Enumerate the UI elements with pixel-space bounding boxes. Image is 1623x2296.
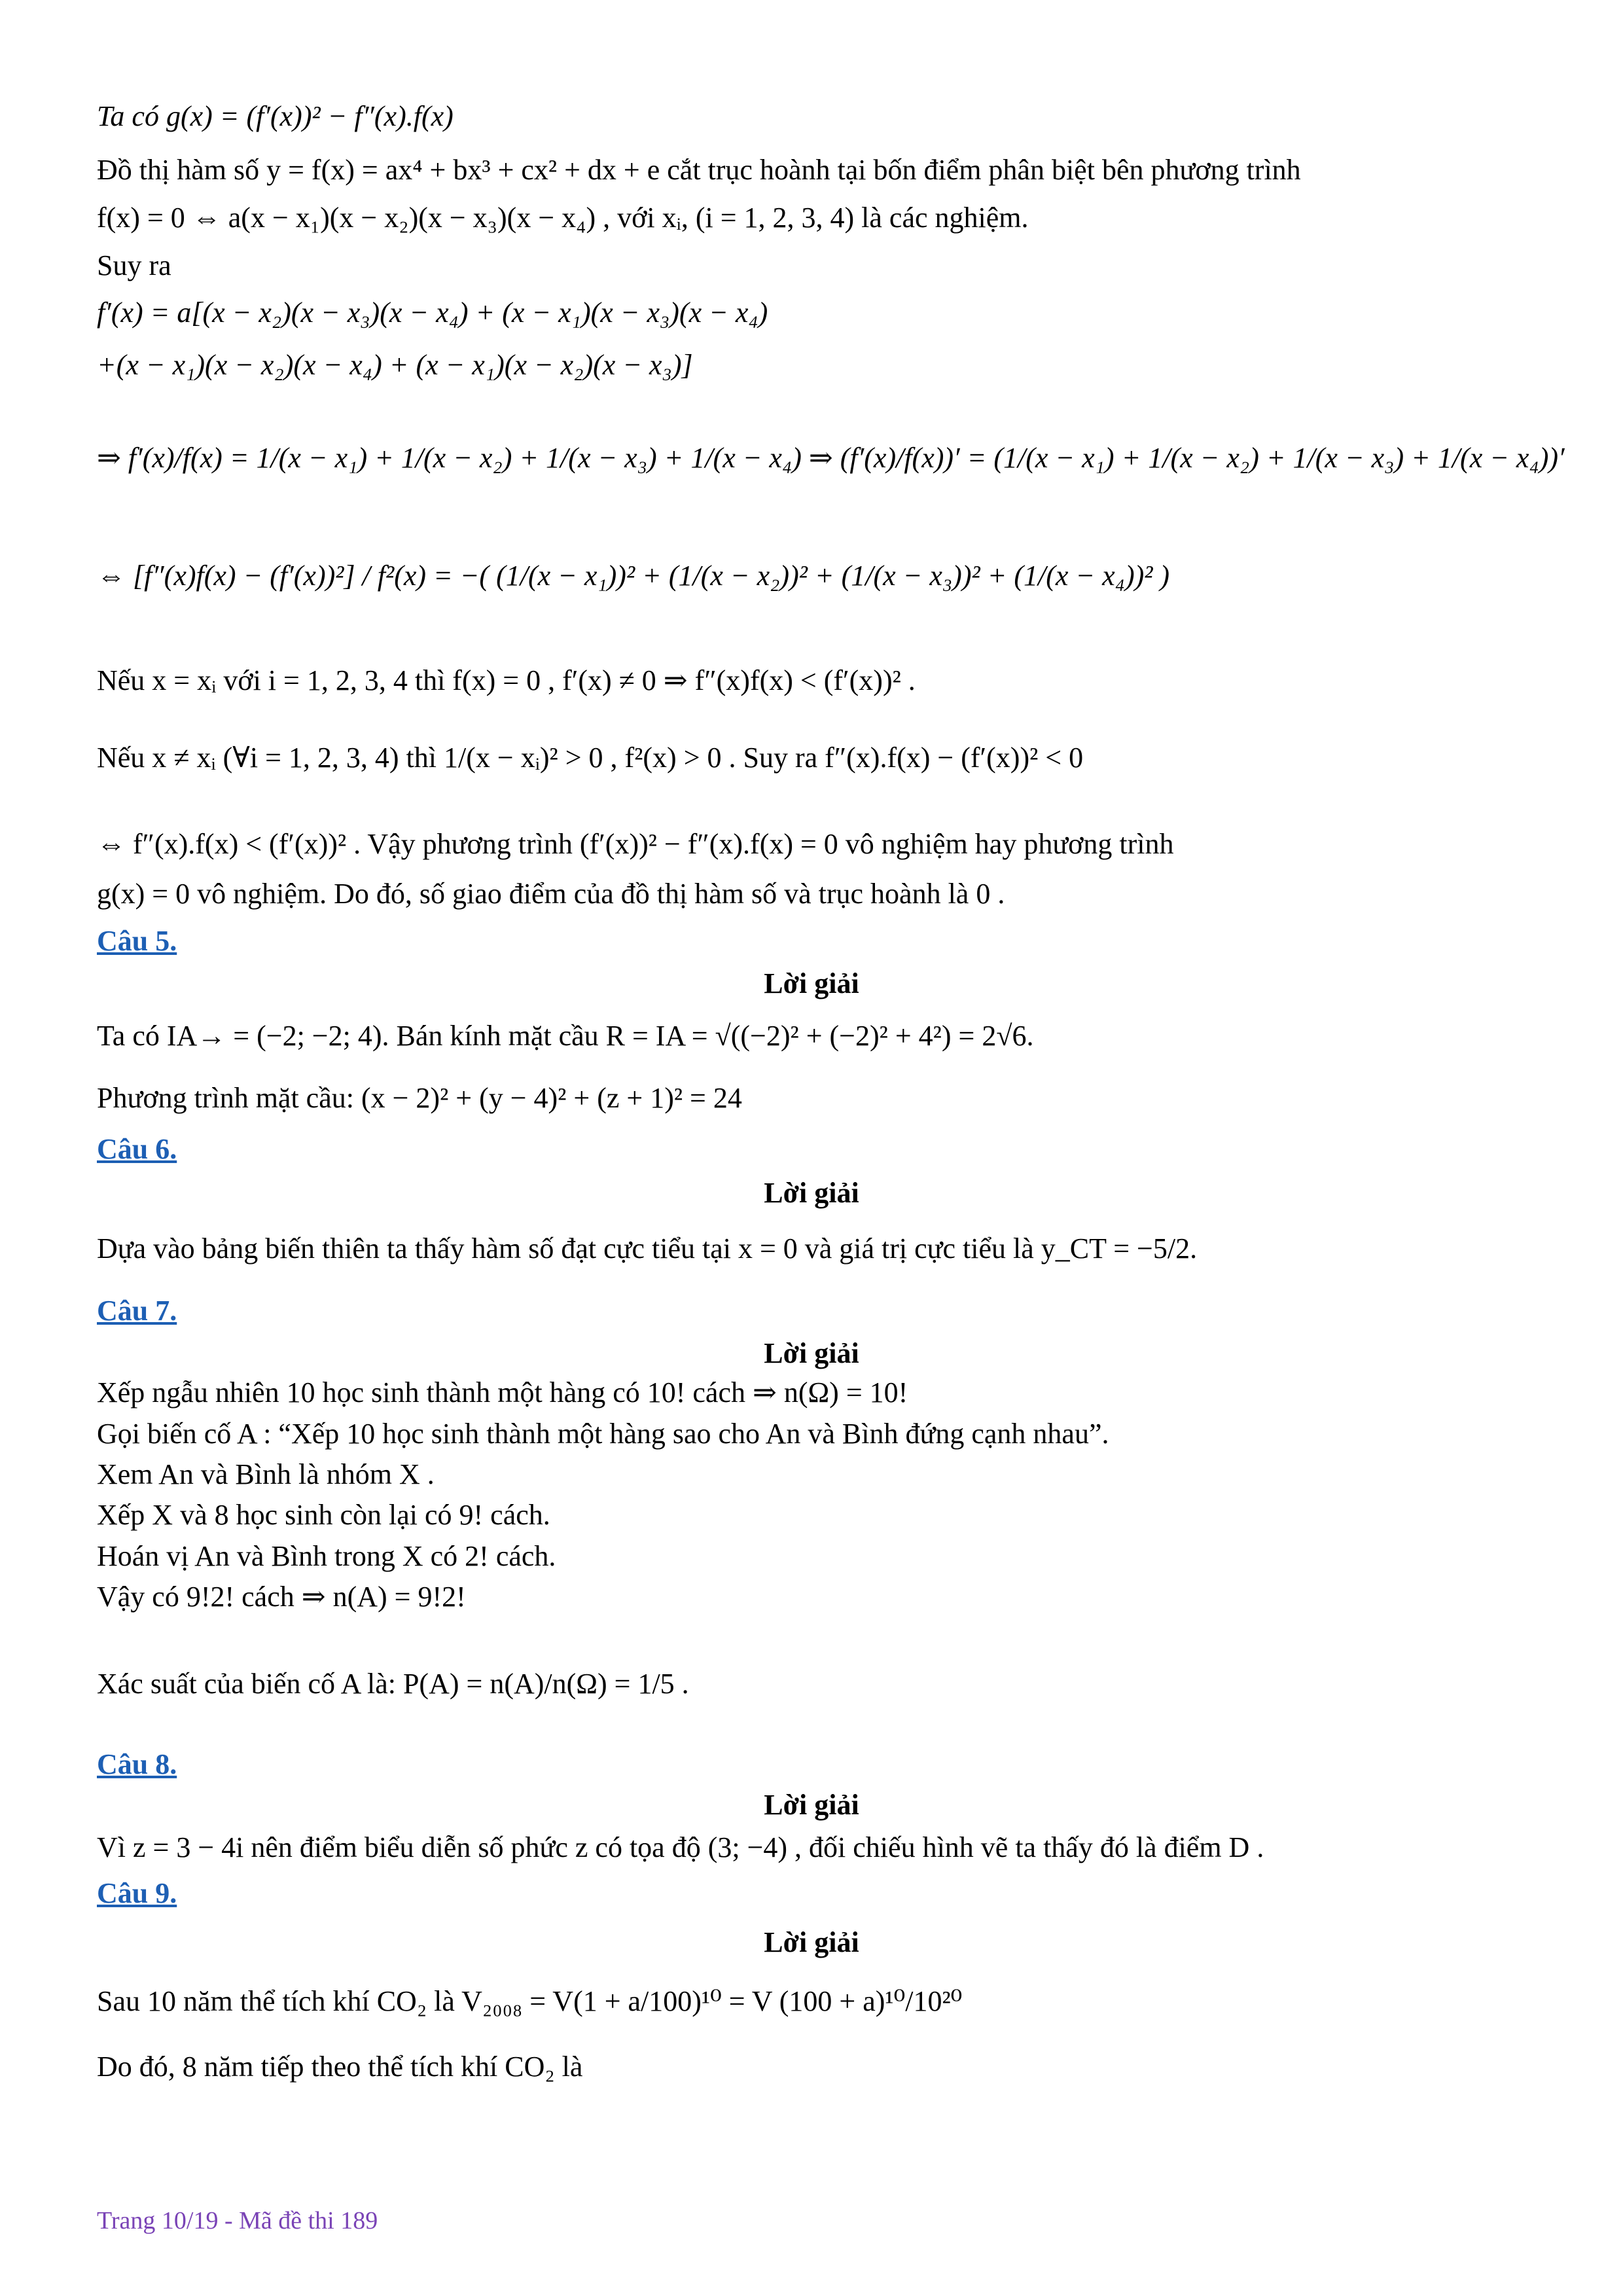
line-case-equal: Nếu x = xᵢ với i = 1, 2, 3, 4 thì f(x) = 0 , f′(x) ≠ 0 ⇒ f″(x)f(x) < (f′(x))² .	[97, 664, 916, 696]
line-case-not-equal: Nếu x ≠ xᵢ (∀i = 1, 2, 3, 4) thì 1/(x − xᵢ)² > 0 , f²(x) > 0 . Suy ra f″(x).f(x) − (f′(x))² < 0	[97, 742, 1084, 774]
line-graph-statement: Đồ thị hàm số y = f(x) = ax⁴ + bx³ + cx² + dx + e cắt trục hoành tại bốn điểm phân biệt bên phương trình	[97, 154, 1301, 186]
solution-heading: Lời giải	[764, 1926, 859, 1958]
solution-heading: Lời giải	[764, 1789, 859, 1821]
question-8-heading[interactable]: Câu 8.	[97, 1748, 177, 1780]
line-second-derivative: ⇔ [f″(x)f(x) − (f′(x))²] / f²(x) = −( (1/(x − x₁))² + (1/(x − x₂))² + (1/(x − x₃))² + (1/(x − x₄))² )	[97, 560, 1170, 592]
question-7-heading[interactable]: Câu 7.	[97, 1295, 177, 1327]
line-factor: f(x) = 0 ⇔ a(x − x₁)(x − x₂)(x − x₃)(x − x₄) , với xᵢ, (i = 1, 2, 3, 4) là các nghiệm.	[97, 202, 1029, 234]
line-log-derivative: ⇒ f′(x)/f(x) = 1/(x − x₁) + 1/(x − x₂) + 1/(x − x₃) + 1/(x − x₄) ⇒ (f′(x)/f(x))′ = (1/(x − x₁) + 1/(x − x₂) + 1/(x − x₃) + 1/(x − x₄))′	[97, 442, 1565, 474]
question-6-heading[interactable]: Câu 6.	[97, 1133, 177, 1165]
q7-line-6: Vậy có 9!2! cách ⇒ n(A) = 9!2!	[97, 1581, 466, 1613]
line-conclusion-1: ⇔ f″(x).f(x) < (f′(x))² . Vậy phương trình (f′(x))² − f″(x).f(x) = 0 vô nghiệm hay phương trình	[97, 828, 1174, 860]
q5-radius: Ta có IA→ = (−2; −2; 4). Bán kính mặt cầu R = IA = √((−2)² + (−2)² + 4²) = 2√6.	[97, 1020, 1034, 1052]
q6-minimum: Dựa vào bảng biến thiên ta thấy hàm số đạt cực tiểu tại x = 0 và giá trị cực tiểu là y_CT = −5/2.	[97, 1232, 1198, 1265]
q7-line-1: Xếp ngẫu nhiên 10 học sinh thành một hàng có 10! cách ⇒ n(Ω) = 10!	[97, 1376, 908, 1408]
q7-line-3: Xem An và Bình là nhóm X .	[97, 1458, 435, 1490]
q5-sphere-equation: Phương trình mặt cầu: (x − 2)² + (y − 4)² + (z + 1)² = 24	[97, 1082, 742, 1114]
question-5-heading[interactable]: Câu 5.	[97, 925, 177, 957]
solution-heading: Lời giải	[764, 1177, 859, 1209]
q7-line-5: Hoán vị An và Bình trong X có 2! cách.	[97, 1540, 556, 1572]
line-derivative-1: f′(x) = a[(x − x₂)(x − x₃)(x − x₄) + (x − x₁)(x − x₃)(x − x₄)	[97, 296, 768, 329]
solution-heading: Lời giải	[764, 967, 859, 999]
line-g-def: Ta có g(x) = (f′(x))² − f″(x).f(x)	[97, 100, 454, 132]
q9-volume-8-years: Do đó, 8 năm tiếp theo thể tích khí CO₂ là	[97, 2051, 583, 2083]
page-footer: Trang 10/19 - Mã đề thi 189	[97, 2207, 378, 2234]
q7-probability: Xác suất của biến cố A là: P(A) = n(A)/n(Ω) = 1/5 .	[97, 1668, 689, 1700]
line-derivative-2: +(x − x₁)(x − x₂)(x − x₄) + (x − x₁)(x − x₂)(x − x₃)]	[97, 349, 693, 381]
q8-answer: Vì z = 3 − 4i nên điểm biểu diễn số phức z có tọa độ (3; −4) , đối chiếu hình vẽ ta thấy đó là điểm D .	[97, 1831, 1264, 1863]
question-9-heading[interactable]: Câu 9.	[97, 1877, 177, 1909]
line-conclusion-2: g(x) = 0 vô nghiệm. Do đó, số giao điểm của đồ thị hàm số và trục hoành là 0 .	[97, 878, 1005, 910]
q7-line-4: Xếp X và 8 học sinh còn lại có 9! cách.	[97, 1499, 550, 1531]
solution-heading: Lời giải	[764, 1337, 859, 1369]
line-suy-ra: Suy ra	[97, 249, 171, 281]
q9-volume-10-years: Sau 10 năm thể tích khí CO₂ là V₂₀₀₈ = V(1 + a/100)¹⁰ = V (100 + a)¹⁰/10²⁰	[97, 1985, 963, 2017]
q7-line-2: Gọi biến cố A : “Xếp 10 học sinh thành một hàng sao cho An và Bình đứng cạnh nhau”.	[97, 1418, 1109, 1450]
